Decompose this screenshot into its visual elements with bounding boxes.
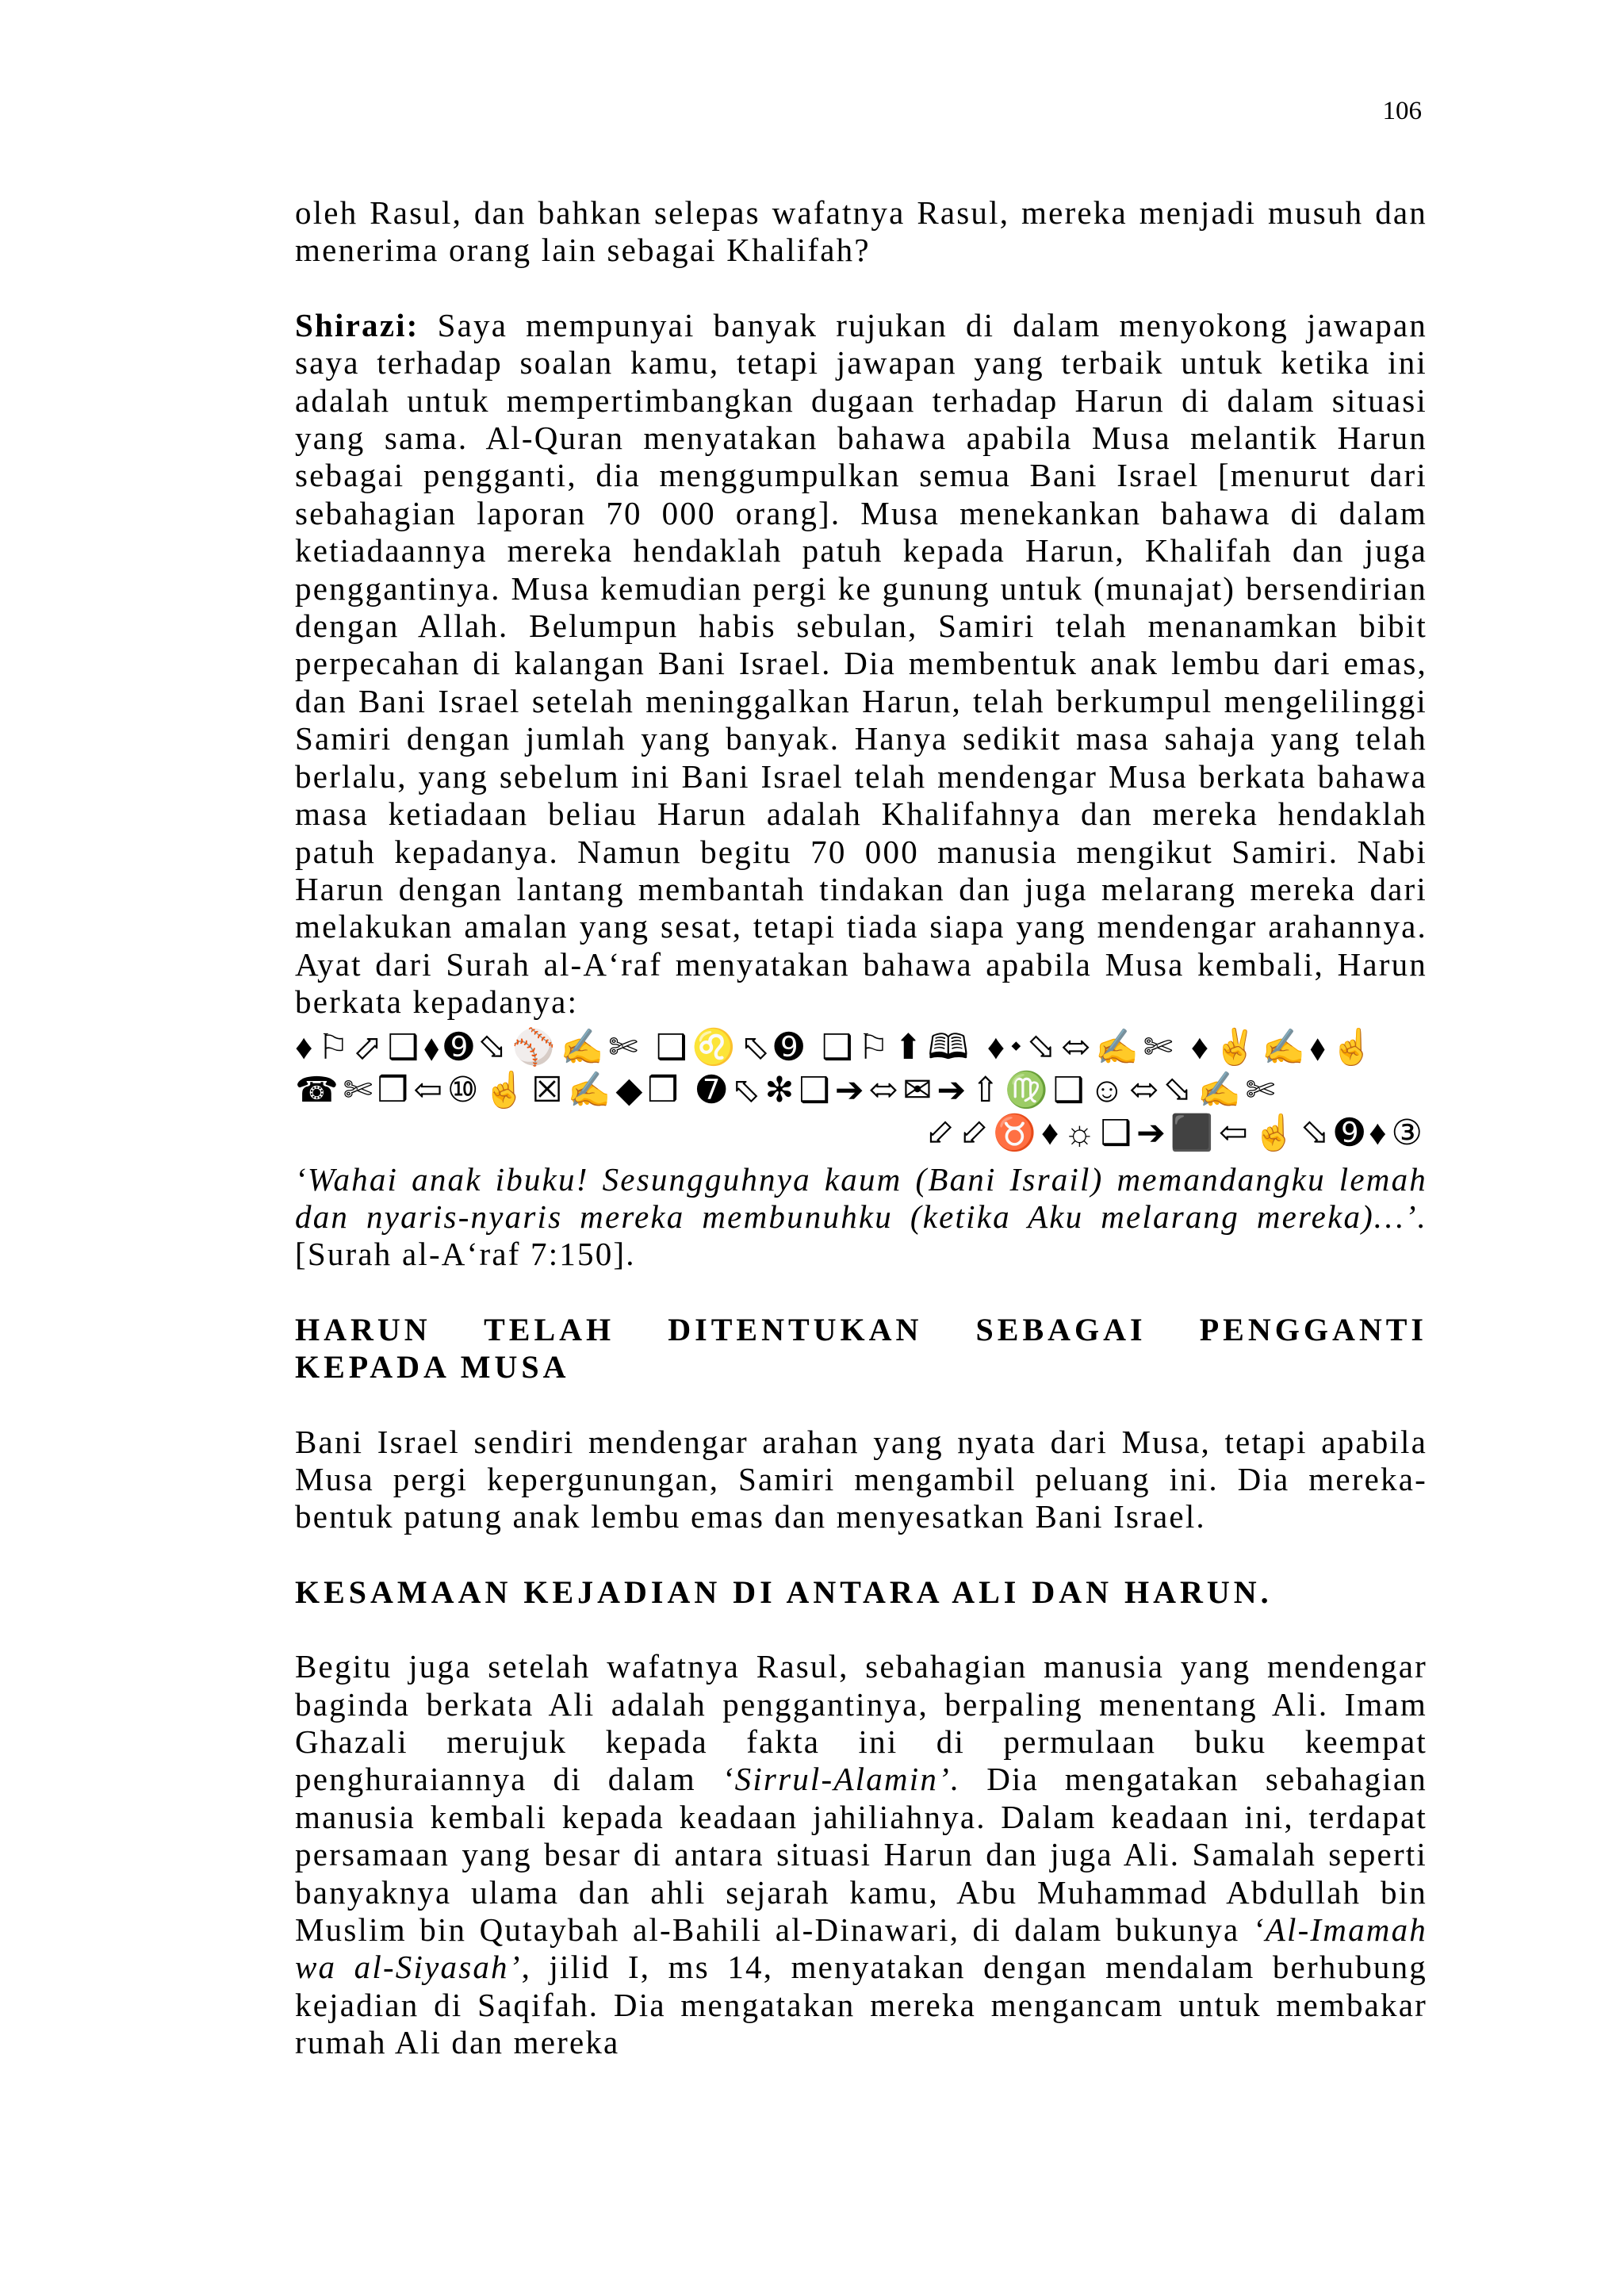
paragraph-text: Begitu juga setelah wafatnya Rasul, sebahagian manusia yang mendengar baginda berkata Ali adalah penggantinya, berpaling menentang Ali. Imam Ghazali merujuk kepada fakta ini di permulaan buku keempat penghuraiannya di dalam <box>295 1648 1427 1798</box>
paragraph-text: , jilid I, ms 14, menyatakan dengan mendalam berhubung kejadian di Saqifah. Dia mengatakan mereka mengancam untuk membakar rumah Ali dan mereka <box>295 1949 1428 2061</box>
quran-verse-line: ♦⚐⬀❑⬧➒⬂⚾✍✄ ❑♌⬁➒ ❑⚐⬆🕮 ♦⬩⬂⬄✍✄ ♦✌✍⬧☝ <box>295 1027 1379 1067</box>
intro-paragraph: oleh Rasul, dan bahkan selepas wafatnya Rasul, mereka menjadi musuh dan menerima orang lain sebagai Khalifah? <box>295 194 1427 269</box>
verse-translation <box>295 1161 1427 1274</box>
verse-reference: [Surah al-A‘raf 7:150]. <box>295 1236 636 1273</box>
translation-text: ‘Wahai anak ibuku! Sesungguhnya kaum (Bani Israil) memandangku lemah dan nyaris-nyaris mereka membunuhku (ketika Aku melarang mereka)…’. <box>295 1160 1427 1235</box>
page-content <box>295 194 1427 2062</box>
paragraph-kesamaan <box>295 1648 1427 2061</box>
shirazi-text: Saya mempunyai banyak rujukan di dalam menyokong jawapan saya terhadap soalan kamu, tetapi jawapan yang terbaik untuk ketika ini adalah untuk mempertimbangkan dugaan terhadap Harun di dalam situasi yang sama. Al-Quran menyatakan bahawa apabila Musa melantik Harun sebagai pengganti, dia menggumpulkan semua Bani Israel [menurut dari sebahagian laporan 70 000 orang]. Musa menekankan bahawa di dalam ketiadaannya mereka hendaklah patuh kepada Harun, Khalifah dan juga penggantinya. Musa kemudian pergi ke gunung untuk (munajat) bersendirian dengan Allah. Belumpun habis sebulan, Samiri telah menanamkan bibit perpecahan di kalangan Bani Israel. Dia membentuk anak lembu dari emas, dan Bani Israel setelah meninggalkan Harun, telah berkumpul mengelilinggi Samiri dengan jumlah yang banyak. Hanya sedikit masa sahaja yang telah berlalu, yang sebelum ini Bani Israel telah mendengar Musa berkata bahawa masa ketiadaan beliau Harun adalah Khalifahnya dan mereka hendaklah patuh kepadanya. Namun begitu 70 000 manusia mengikut Samiri. Nabi Harun dengan lantang membantah tindakan dan juga melarang mereka dari melakukan amalan yang sesat, tetapi tiada siapa yang mendengar arahannya. Ayat dari Surah al-A‘raf menyatakan bahawa apabila Musa kembali, Harun berkata kepadanya: <box>295 306 1427 1021</box>
quran-verse-line: ⬃⬃♉♦☼❑➔⬛⇦☝⬂➒♦③ <box>925 1113 1427 1152</box>
page-number: 106 <box>1382 97 1422 125</box>
shirazi-paragraph <box>295 307 1427 1022</box>
paragraph-bani-israel: Bani Israel sendiri mendengar arahan yang nyata dari Musa, tetapi apabila Musa pergi kepergunungan, Samiri mengambil peluang ini. Dia mereka-bentuk patung anak lembu emas dan menyesatkan Bani Israel. <box>295 1423 1427 1535</box>
quran-verse-line: ☎✄❒⇦⑩☝☒✍◆❒ ➐⬁✻❑➔⬄✉➔⇧♍❑☺⬄⬂✍✄ <box>295 1070 1280 1110</box>
section-heading-kesamaan: KESAMAAN KEJADIAN DI ANTARA ALI DAN HARUN. <box>295 1573 1273 1610</box>
book-title-sirrul-alamin: ‘Sirrul-Alamin’. <box>722 1761 961 1798</box>
section-heading-harun: HARUN TELAH DITENTUKAN SEBAGAI PENGGANTI KEPADA MUSA <box>295 1311 1427 1386</box>
book-title-al-imamah: ‘Al-Imamah wa al-Siyasah’ <box>295 1911 1427 1986</box>
paragraph-text: Dia mengatakan sebahagian manusia kembali kepada keadaan jahiliahnya. Dalam keadaan ini, terdapat persamaan yang besar di antara situasi Harun dan juga Ali. Samalah seperti banyaknya ulama dan ahli sejarah kamu, Abu Muhammad Abdullah bin Muslim bin Qutaybah al-Bahili al-Dinawari, di dalam bukunya <box>295 1761 1427 1949</box>
speaker-label: Shirazi: <box>295 306 419 343</box>
quran-verse <box>295 1026 1427 1155</box>
